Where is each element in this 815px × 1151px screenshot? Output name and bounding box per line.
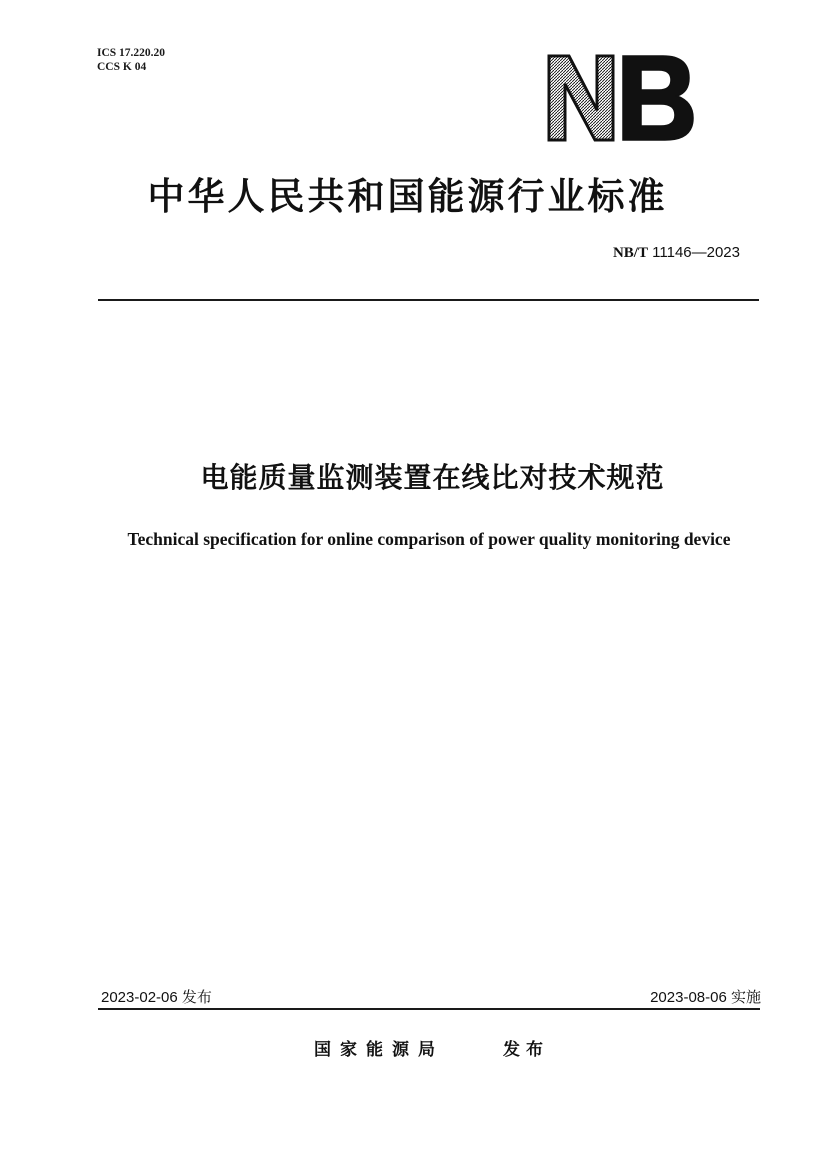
ics-code: ICS 17.220.20 [97,47,166,59]
standard-number-value: 11146—2023 [652,244,740,261]
standard-number-prefix: NB/T [612,245,648,261]
document-title-chinese: 电能质量监测装置在线比对技术规范 [200,461,665,494]
release-date: 2023-02-06 发布 [101,989,212,1006]
document-title-english: Technical specification for online comparison of power quality monitoring device [127,529,731,549]
footer-divider [98,1008,760,1010]
standard-number [613,244,740,262]
organization-title: 中华人民共和国能源行业标准 [147,175,668,218]
classification-codes [97,46,165,74]
header-divider [98,299,759,301]
implementation-date: 2023-08-06 实施 [650,989,761,1006]
nb-logo [545,52,695,144]
issuing-authority: 国家能源局 [314,1040,444,1060]
issued-label: 发布 [503,1040,549,1060]
ccs-code: CCS K 04 [97,61,147,73]
